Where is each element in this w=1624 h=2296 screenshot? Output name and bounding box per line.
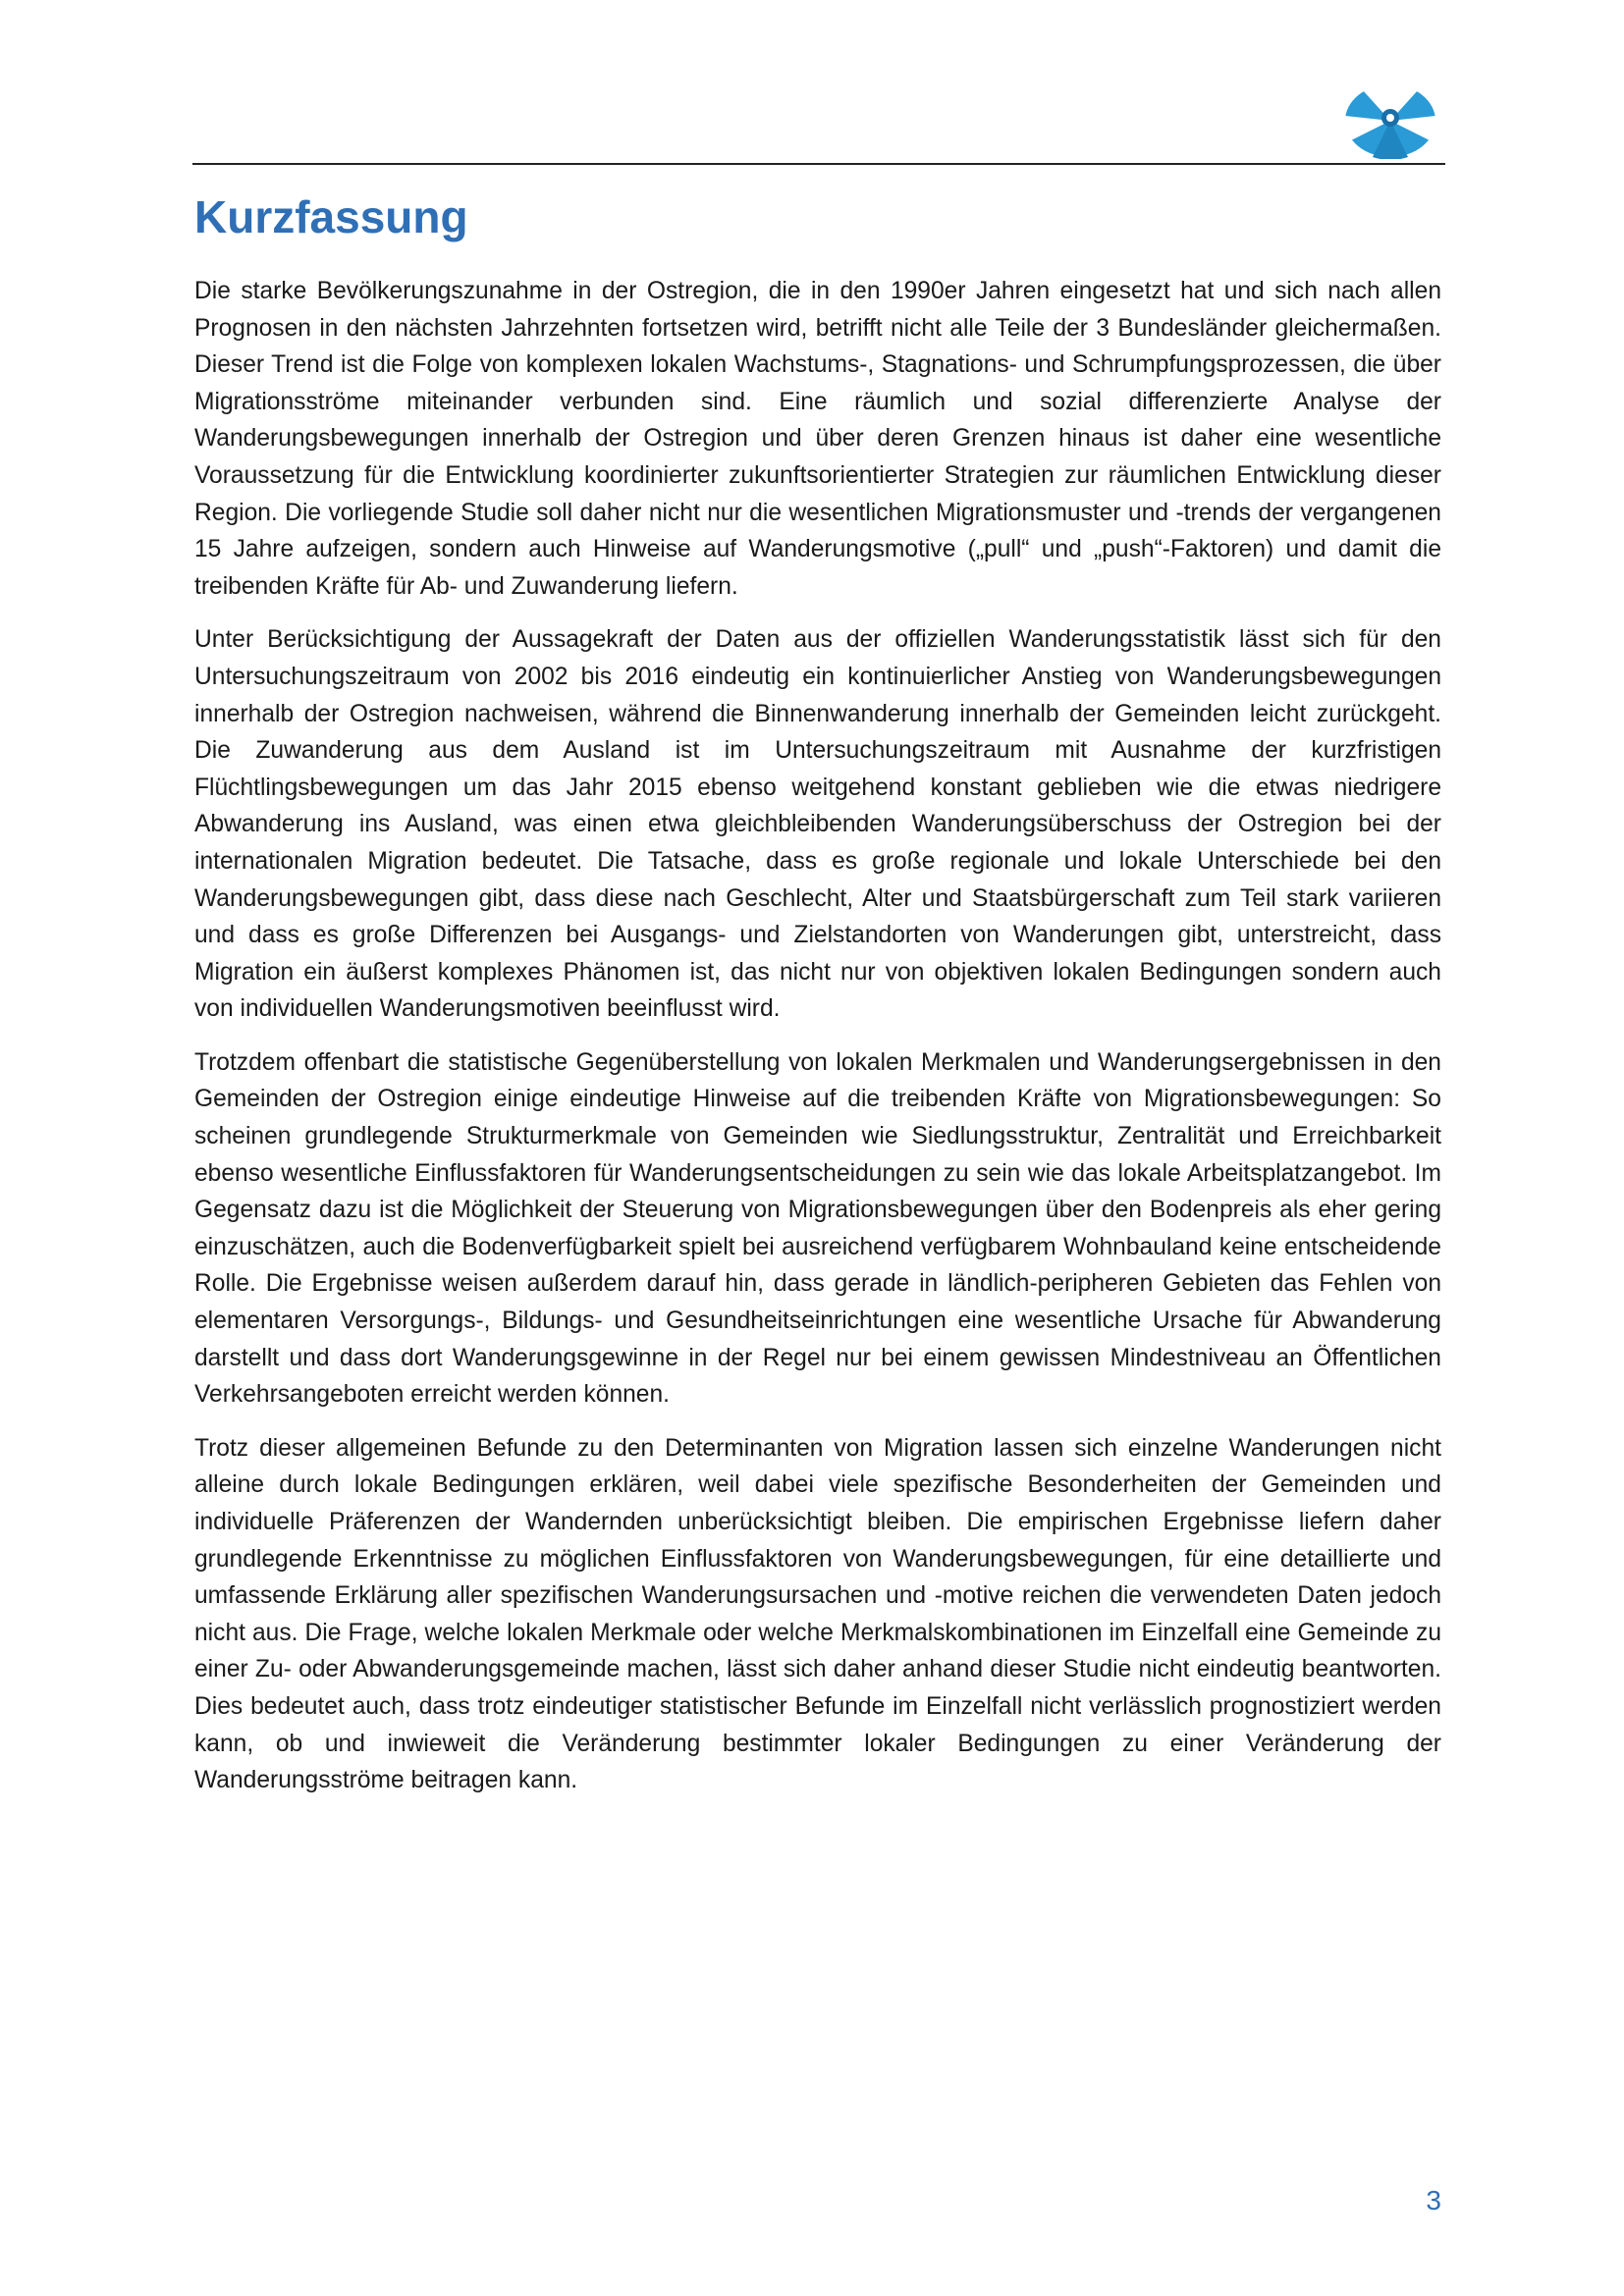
paragraph: Trotz dieser allgemeinen Befunde zu den Determinanten von Migration lassen sich einzelne Wanderungen nicht alleine durch lokale Bedingungen erklären, weil dabei viele spezifische Besonderheiten der Gemeinden und individuelle Präferenzen der Wandernden unberücksichtigt bleiben. Die empirischen Ergebnisse liefern daher grundlegende Erkenntnisse zu möglichen Einflussfaktoren von Wanderungsbewegungen, für eine detaillierte und umfassende Erklärung aller spezifischen Wanderungsursachen und -motive reichen die verwendeten Daten jedoch nicht aus. Die Frage, welche lokalen Merkmale oder welche Merkmalskombinationen im Einzelfall eine Gemeinde zu einer Zu- oder Abwanderungsgemeinde machen, lässt sich daher anhand dieser Studie nicht eindeutig beantworten. Dies bedeutet auch, dass trotz eindeutiger statistischer Befunde im Einzelfall nicht verlässlich prognostiziert werden kann, ob und inwieweit die Veränderung bestimmter lokaler Bedingungen zu einer Veränderung der Wanderungsströme beitragen kann. <box>194 1434 1441 1794</box>
page-title: Kurzfassung <box>194 191 468 242</box>
header-divider <box>192 163 1445 165</box>
paragraph: Trotzdem offenbart die statistische Gegenüberstellung von lokalen Merkmalen und Wanderungsergebnissen in den Gemeinden der Ostregion einige eindeutige Hinweise auf die treibenden Kräfte von Migrationsbewegungen: So scheinen grundlegende Strukturmerkmale von Gemeinden wie Siedlungsstruktur, Zentralität und Erreichbarkeit ebenso wesentliche Einflussfaktoren für Wanderungsentscheidungen zu sein wie das lokale Arbeitsplatzangebot. Im Gegensatz dazu ist die Möglichkeit der Steuerung von Migrationsbewegungen über den Bodenpreis als eher gering einzuschätzen, auch die Bodenverfügbarkeit spielt bei ausreichend verfügbarem Wohnbauland keine entscheidende Rolle. Die Ergebnisse weisen außerdem darauf hin, dass gerade in ländlich-peripheren Gebieten das Fehlen von elementaren Versorgungs-, Bildungs- und Gesundheitseinrichtungen eine wesentliche Ursache für Abwanderung darstellt und dass dort Wanderungsgewinne in der Regel nur bei einem gewissen Mindestniveau an Öffentlichen Verkehrsangeboten erreicht werden können. <box>194 1048 1441 1409</box>
organization-logo-icon <box>1343 82 1437 159</box>
page-number: 3 <box>1426 2185 1441 2216</box>
paragraph: Die starke Bevölkerungszunahme in der Ostregion, die in den 1990er Jahren eingesetzt hat und sich nach allen Prognosen in den nächsten Jahrzehnten fortsetzen wird, betrifft nicht alle Teile der 3 Bundesländer gleichermaßen. Dieser Trend ist die Folge von komplexen lokalen Wachstums-, Stagnations- und Schrumpfungsprozessen, die über Migrationsströme miteinander verbunden sind. Eine räumlich und sozial differenzierte Analyse der Wanderungsbewegungen innerhalb der Ostregion und über deren Grenzen hinaus ist daher eine wesentliche Voraussetzung für die Entwicklung koordinierter zukunftsorientierter Strategien zur räumlichen Entwicklung dieser Region. Die vorliegende Studie soll daher nicht nur die wesentlichen Migrationsmuster und -trends der vergangenen 15 Jahre aufzeigen, sondern auch Hinweise auf Wanderungsmotive („pull“ und „push“-Faktoren) und damit die treibenden Kräfte für Ab- und Zuwanderung liefern. <box>194 278 1441 600</box>
paragraph: Unter Berücksichtigung der Aussagekraft der Daten aus der offiziellen Wanderungsstatistik lässt sich für den Untersuchungszeitraum von 2002 bis 2016 eindeutig ein kontinuierlicher Anstieg von Wanderungsbewegungen innerhalb der Ostregion nachweisen, während die Binnenwanderung innerhalb der Gemeinden leicht zurückgeht. Die Zuwanderung aus dem Ausland ist im Untersuchungszeitraum mit Ausnahme der kurzfristigen Flüchtlingsbewegungen um das Jahr 2015 ebenso weitgehend konstant geblieben wie die etwas niedrigere Abwanderung ins Ausland, was einen etwa gleichbleibenden Wanderungsüberschuss der Ostregion bei der internationalen Migration bedeutet. Die Tatsache, dass es große regionale und lokale Unterschiede bei den Wanderungsbewegungen gibt, dass diese nach Geschlecht, Alter und Staatsbürgerschaft zum Teil stark variieren und dass es große Differenzen bei Ausgangs- und Zielstandorten von Wanderungen gibt, unterstreicht, dass Migration ein äußerst komplexes Phänomen ist, das nicht nur von objektiven lokalen Bedingungen sondern auch von individuellen Wanderungsmotiven beeinflusst wird. <box>194 626 1441 1023</box>
document-body <box>194 273 1441 1816</box>
